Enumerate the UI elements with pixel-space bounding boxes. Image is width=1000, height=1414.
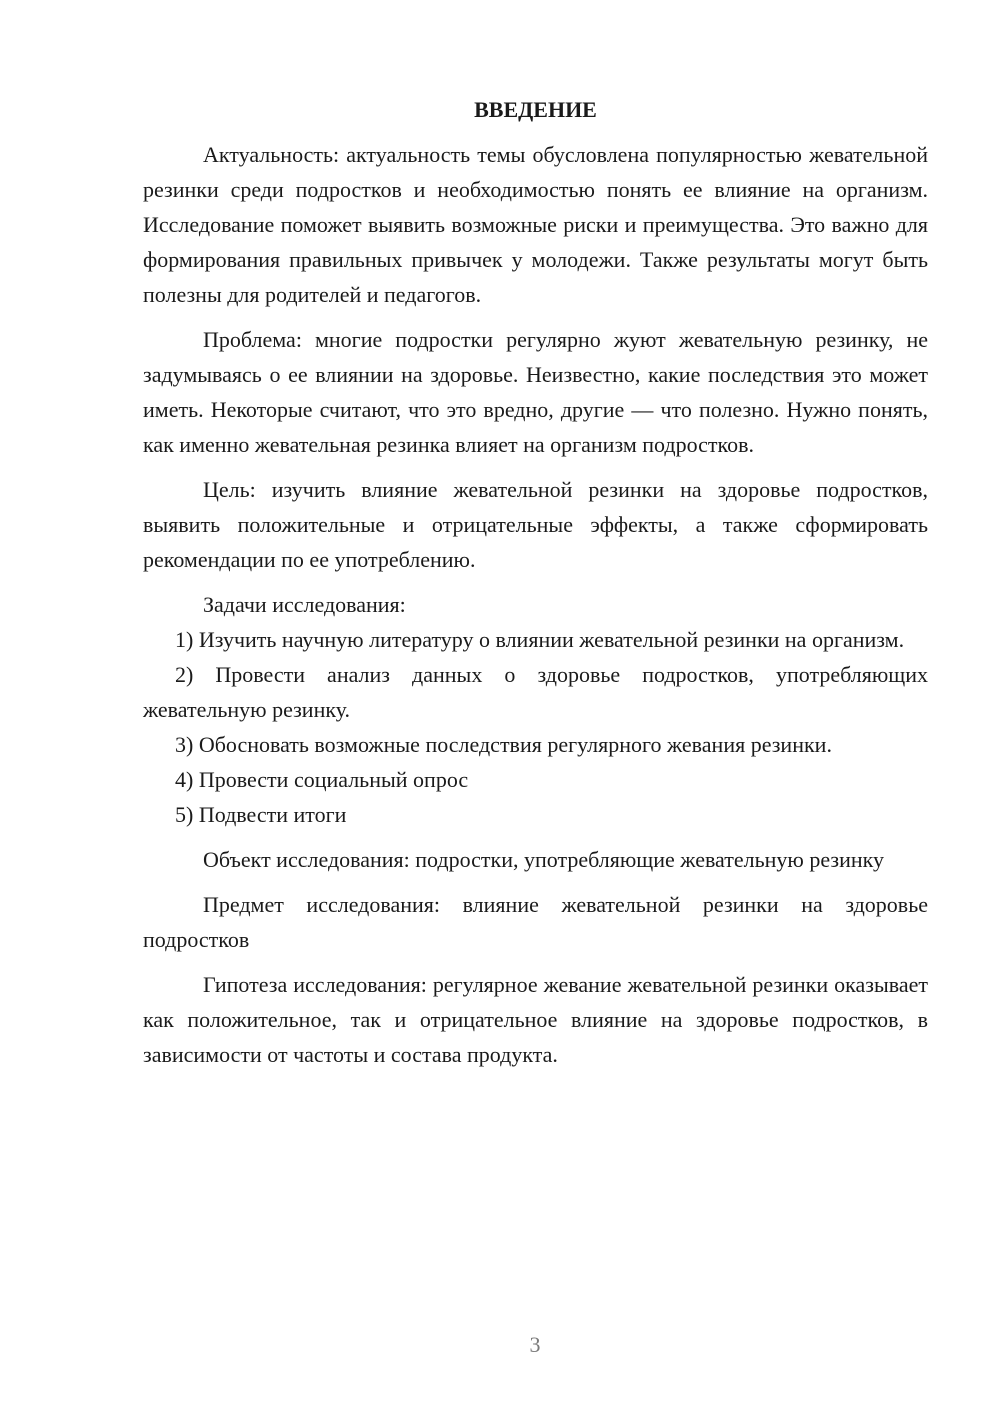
tasks-heading: Задачи исследования: (203, 592, 406, 617)
goal-paragraph: Цель: изучить влияние жевательной резинки на здоровье подростков, выявить положительные и отрицательные эффекты, а также сформировать рекомендации по ее употреблению. (143, 477, 928, 572)
document-page (143, 92, 928, 1072)
task-item: 5) Подвести итоги (175, 802, 347, 827)
page-title: ВВЕДЕНИЕ (474, 97, 597, 122)
task-item: 2) Провести анализ данных о здоровье подростков, употребляющих жевательную резинку. (143, 662, 928, 722)
problem-paragraph: Проблема: многие подростки регулярно жуют жевательную резинку, не задумываясь о ее влиянии на здоровье. Неизвестно, какие последствия это может иметь. Некоторые считают, что это вредно, другие — что полезно. Нужно понять, как именно жевательная резинка влияет на организм подростков. (143, 327, 928, 457)
relevance-paragraph: Актуальность: актуальность темы обусловлена популярностью жевательной резинки среди подростков и необходимостью понять ее влияние на организм. Исследование поможет выявить возможные риски и преимущества. Это важно для формирования правильных привычек у молодежи. Также результаты могут быть полезны для родителей и педагогов. (143, 142, 928, 307)
task-item: 1) Изучить научную литературу о влиянии жевательной резинки на организм. (175, 627, 905, 652)
page-number: 3 (529, 1332, 541, 1357)
task-item: 4) Провести социальный опрос (175, 767, 469, 792)
task-item: 3) Обосновать возможные последствия регулярного жевания резинки. (175, 732, 832, 757)
hypothesis-paragraph: Гипотеза исследования: регулярное жевание жевательной резинки оказывает как положительное, так и отрицательное влияние на здоровье подростков, в зависимости от частоты и состава продукта. (143, 972, 928, 1067)
object-paragraph: Объект исследования: подростки, употребляющие жевательную резинку (203, 847, 885, 872)
subject-paragraph: Предмет исследования: влияние жевательной резинки на здоровье подростков (143, 892, 928, 952)
